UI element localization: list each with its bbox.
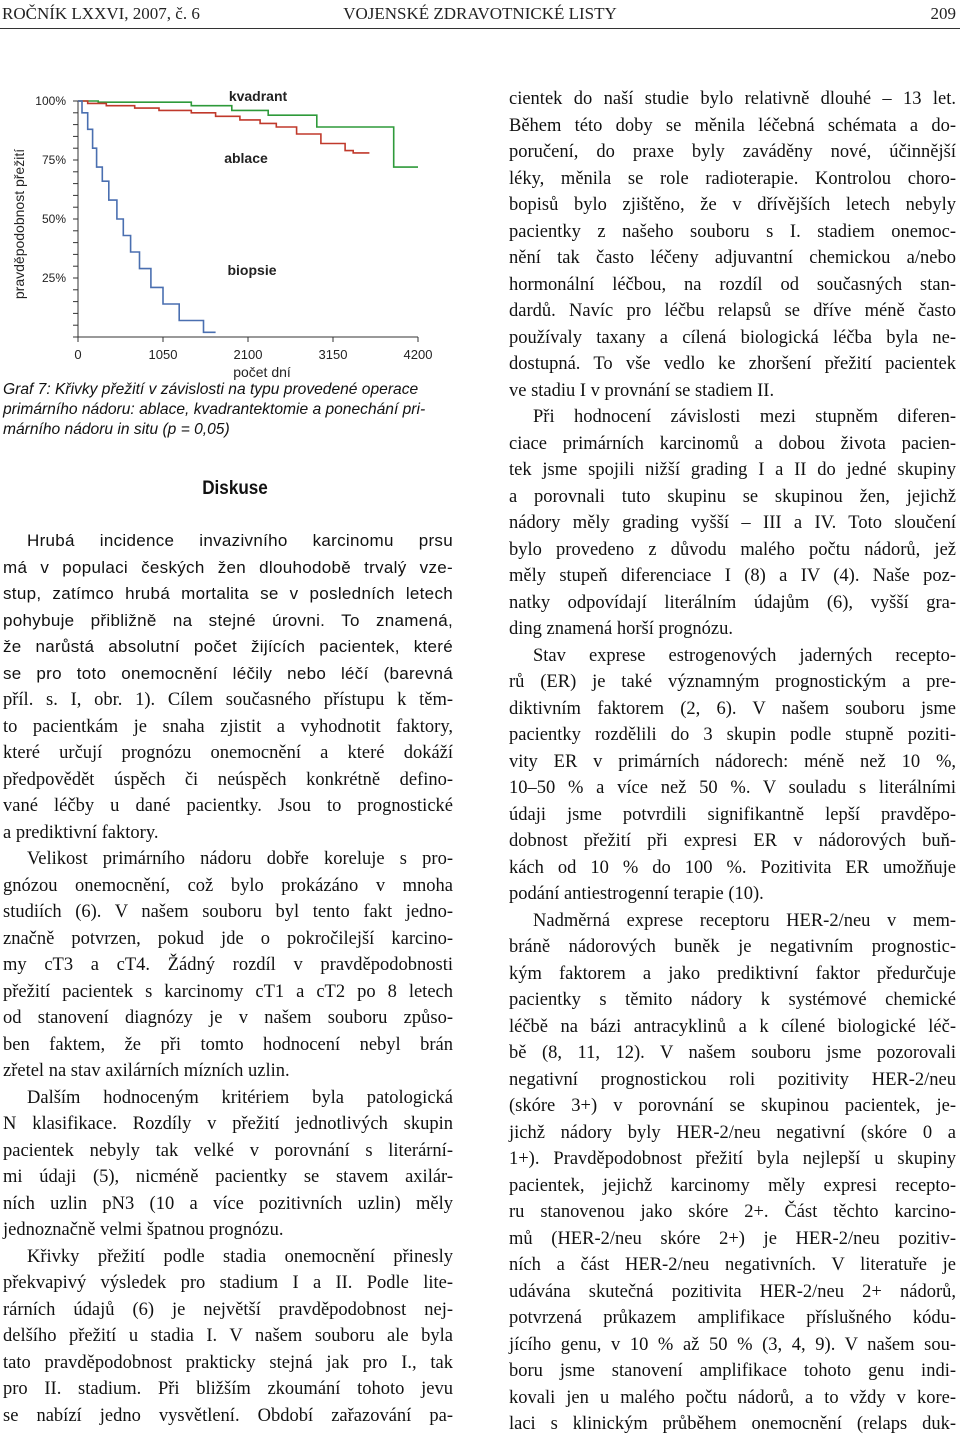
journal-title: VOJENSKÉ ZDRAVOTNICKÉ LISTY — [343, 4, 617, 23]
x-tick-label: 4200 — [403, 347, 433, 362]
text-line: rárních údajů (6) je největší pravděpodobnost nej- — [3, 1299, 453, 1320]
text-line: delšího přežití u stadia I. V našem souboru ale byla — [3, 1326, 453, 1346]
text-line: bylo provedeno z důvodu malého počtu nádorů, jež — [509, 539, 956, 560]
text-line: a prediktivní faktory. — [3, 822, 159, 843]
text-line: poručení, do praxe byly zaváděny nové, účinnější — [509, 142, 956, 162]
x-tick-label: 3150 — [318, 347, 348, 362]
text-line: pacientky rozdělili do 3 skupin podle stupně poziti- — [509, 725, 956, 745]
text-line: ních a část HER-2/neu negativních. V literatuře je — [509, 1255, 956, 1275]
paragraph-study-period — [509, 86, 956, 404]
text-line: Během této doby se měnila léčebná schémata a do- — [509, 115, 956, 136]
y-tick-label: 100% — [35, 94, 66, 108]
text-line: Křivky přežití podle stadia onemocnění přinesly — [27, 1246, 453, 1267]
text-line: Dalším hodnoceným kritériem byla patologická — [27, 1087, 453, 1108]
text-line: předpovědět úspěch či neúspěch konkrétně defino- — [3, 769, 453, 790]
text-line: Stav exprese estrogenových jaderných recepto- — [533, 645, 956, 666]
text-line: cientek do naší studie bylo relativně dlouhé – 13 let. — [509, 89, 956, 109]
paragraph-intro-tail — [3, 687, 453, 846]
text-line: boru jsme stanovení amplifikace tohoto genu indi- — [509, 1361, 956, 1381]
text-line: se pro toto onemocnění léčily nebo léčí (barevná — [3, 663, 453, 683]
paragraph-intro — [3, 528, 453, 687]
text-line: Nadměrná exprese receptoru HER-2/neu v mem- — [533, 910, 956, 931]
text-line: že narůstá absolutní počet žijících pacientek, které — [3, 637, 453, 656]
y-tick-label: 75% — [41, 153, 66, 167]
text-line: ben faktem, že při tomto hodnocení nebyl brán — [3, 1034, 453, 1055]
text-line: pacientky z našeho souboru s I. stadiem onemoc- — [509, 221, 956, 242]
volume-info: ROČNÍK LXXVI, 2007, č. 6 — [2, 4, 200, 23]
figure-caption — [3, 380, 457, 440]
text-line: měly stupeň diferenciace I (8) a IV (4). Naše poz- — [509, 566, 956, 586]
text-line: jícího genu, v 10 % až 50 % (3, 4, 9). V našem sou- — [509, 1334, 956, 1355]
text-line: Hrubá incidence invazivního karcinomu prsu — [27, 531, 453, 550]
text-line: překvapivý výsledek pro stadium I a II. Podle lite- — [3, 1273, 453, 1293]
text-line: příl. s. I, obr. 1). Cílem současného přístupu k těm- — [3, 690, 453, 710]
text-line: přežití pacientek s karcinomy cT1 a cT2 po 8 letech — [3, 981, 453, 1002]
text-line: používaly taxany a cílená biologická léčba byla ne- — [509, 327, 956, 348]
text-line: udávána skutečná pozitivita HER-2/neu 2+ nádorů, — [509, 1281, 956, 1302]
text-line: pacientek nebyly tak velké v porovnání s literární- — [3, 1140, 453, 1161]
series-line-biopsie — [78, 101, 216, 332]
left-column — [3, 528, 453, 1429]
text-line: pacientky s těmito nádory k systémové chemické — [509, 990, 956, 1010]
text-line: má v populaci českých žen dlouhodobě trvalý vze- — [3, 557, 453, 577]
y-axis-label: pravděpodobnost přežití — [11, 148, 27, 300]
survival-chart — [0, 85, 470, 385]
caption-line: primárního nádoru: ablace, kvadrantektomie a ponechání pri- — [3, 401, 426, 418]
running-header — [0, 0, 960, 30]
text-line: ru stanovenou jako skóre 2+. Část těchto karcino- — [509, 1202, 956, 1222]
text-line: pacientek, jejichž karcinomy měly expresi recepto- — [509, 1175, 956, 1196]
text-line: ding znamená horší prognózu. — [509, 619, 733, 639]
y-tick-label: 25% — [41, 271, 66, 285]
text-line: potvrzená průkazem amplifikace příslušného kódu- — [509, 1308, 956, 1328]
text-line: kým faktorem a jako prediktivní faktor předurčuje — [509, 963, 956, 984]
text-line: vity ER v primárních nádorech: méně než 10 %, — [509, 751, 956, 772]
text-line: které určují prognózu onemocnění a které dokáží — [3, 743, 453, 763]
text-line: 1+). Pravděpodobnost přežití byla nejlepší u skupiny — [509, 1149, 956, 1169]
text-line: dobnost přežití při expresi ER v nádorových buň- — [509, 831, 956, 851]
x-axis-label: počet dní — [233, 364, 291, 380]
text-line: a porovnali tuto skupinu se skupinou žen, jejichž — [509, 486, 956, 507]
text-line: Při hodnocení závislosti mezi stupněm diferen- — [533, 407, 956, 427]
text-line: studiích (6). V našem souboru byl tento fakt jedno- — [3, 902, 453, 922]
text-line: bopisů bylo zjištěno, že v dřívějších letech nebyly — [509, 195, 956, 215]
text-line: mi údaji (5), nicméně pacientky se stavem axilár- — [3, 1167, 453, 1187]
text-line: nádory měly grading vyšší – III a IV. Toto sloučení — [509, 513, 956, 533]
header-rule — [0, 28, 960, 29]
text-line: 10–50 % a více než 50 %. V souladu s literálními — [509, 778, 956, 798]
paragraph-her2 — [509, 908, 956, 1438]
text-line: tek jsme spojili nižší grading I a II do jedné skupiny — [509, 460, 956, 480]
text-line: jichž nádory byly HER-2/neu negativní (skóre 0 a — [509, 1122, 956, 1143]
text-line: podání antiestrogenní terapie (10). — [509, 884, 764, 904]
text-line: N klasifikace. Rozdíly v přežití jednotlivých skupin — [3, 1114, 453, 1134]
section-title: Diskuse — [202, 478, 268, 499]
paragraph-n-classification — [3, 1085, 453, 1244]
text-line: tato pravděpodobnost prakticky stejná jak pro I., tak — [3, 1352, 453, 1373]
text-line: ve stadiu I v provnání se stadiem II. — [509, 380, 775, 401]
paragraph-grading — [509, 404, 956, 643]
text-line: ciace primárních karcinomů a dobou života pacien- — [509, 433, 956, 454]
text-line: od stanovení diagnózy je v našem souboru způso- — [3, 1008, 453, 1028]
page-number: 209 — [930, 4, 956, 23]
text-line: dardů. Navíc pro léčbu relapsů se dříve méně často — [509, 301, 956, 321]
y-tick-label: 50% — [41, 212, 66, 226]
series-label: kvadrant — [228, 88, 288, 104]
paragraph-stage — [3, 1244, 453, 1430]
text-line: ních uzlin pN3 (10 a více pozitivních uzlin) měly — [3, 1193, 453, 1214]
text-line: negativní prognostickou roli pozitivity HER-2/neu — [509, 1069, 956, 1090]
text-line: laci s klinickým průběhem onemocnění (relaps duk- — [509, 1414, 956, 1434]
caption-line: Graf 7: Křivky přežití v závislosti na typu provedené operace — [3, 381, 419, 398]
text-line: to pacientkám je snaha zjistit a vyhodnotit faktory, — [3, 716, 453, 737]
series-label: biopsie — [227, 262, 277, 278]
text-line: gnózou onemocnění, což bylo prokázáno v mnoha — [3, 875, 453, 896]
text-line: diktivním faktorem (2, 6). V našem souboru jsme — [509, 698, 956, 719]
text-line: bě (8, 11, 12). V našem souboru jsme pozorovali — [509, 1043, 956, 1063]
text-line: léky, měnila se role radioterapie. Kontrolou choro- — [509, 168, 956, 189]
text-line: se nabízí jedno vysvětlení. Období zařazování pa- — [3, 1405, 453, 1426]
text-line: značně potvrzen, pokud jde o pokročilejší karcino- — [3, 928, 453, 949]
text-line: hormonální léčbou, na rozdíl od současných stan- — [509, 274, 956, 295]
text-line: rů (ER) je také významným prognostickým a pre- — [509, 672, 956, 692]
text-line: natky odpovídají literálním údajům (6), vyšší gra- — [509, 592, 956, 613]
text-line: bráně nádorových buněk je negativním prognostic- — [509, 937, 956, 957]
text-line: mů (HER-2/neu skóre 2+) je HER-2/neu pozitiv- — [509, 1228, 956, 1249]
text-line: údaji jsme potvrdili signifikantně lepší pravděpo- — [509, 804, 956, 825]
x-tick-label: 2100 — [233, 347, 263, 362]
text-line: vané léčby u dané pacientky. Jsou to prognostické — [3, 796, 453, 816]
text-line: (skóre 3+) v porovnání se skupinou pacientek, je- — [509, 1096, 956, 1116]
x-tick-label: 0 — [74, 347, 82, 362]
paragraph-er-status — [509, 643, 956, 908]
text-line: kovali jen u malého počtu nádorů, a to vždy v kore- — [509, 1387, 956, 1408]
text-line: léčbě na bázi antracyklinů a k cílené biologické léč- — [509, 1016, 956, 1037]
text-line: zřetel na stav axilárních mízních uzlin. — [3, 1061, 290, 1081]
paragraph-tumor-size — [3, 846, 453, 1085]
text-line: jednoznačně velmi špatnou prognózu. — [3, 1220, 284, 1240]
survival-chart-svg — [0, 85, 470, 385]
series-label: ablace — [224, 150, 268, 166]
caption-line: márního nádoru in situ (p = 0,05) — [3, 421, 230, 438]
text-line: pro II. stadium. Při bližším zkoumání tohoto jevu — [3, 1379, 453, 1399]
text-line: stup, zatímco hrubá mortalita se v posledních letech — [3, 584, 453, 603]
text-line: my cT3 a cT4. Žádný rozdíl v pravděpodobnosti — [3, 955, 453, 975]
x-tick-label: 1050 — [148, 347, 178, 362]
text-line: kách od 10 % do 100 %. Pozitivita ER umožňuje — [509, 857, 956, 878]
text-line: pohybuje přibližně na stejné úrovni. To znamená, — [3, 610, 453, 630]
text-line: dostupná. To vše vedlo ke zhoršení přežití pacientek — [509, 354, 956, 374]
text-line: nění tak často léčeny adjuvantní chemickou a/nebo — [509, 248, 956, 268]
right-column — [509, 86, 956, 1438]
text-line: Velikost primárního nádoru dobře koreluje s pro- — [27, 849, 453, 869]
